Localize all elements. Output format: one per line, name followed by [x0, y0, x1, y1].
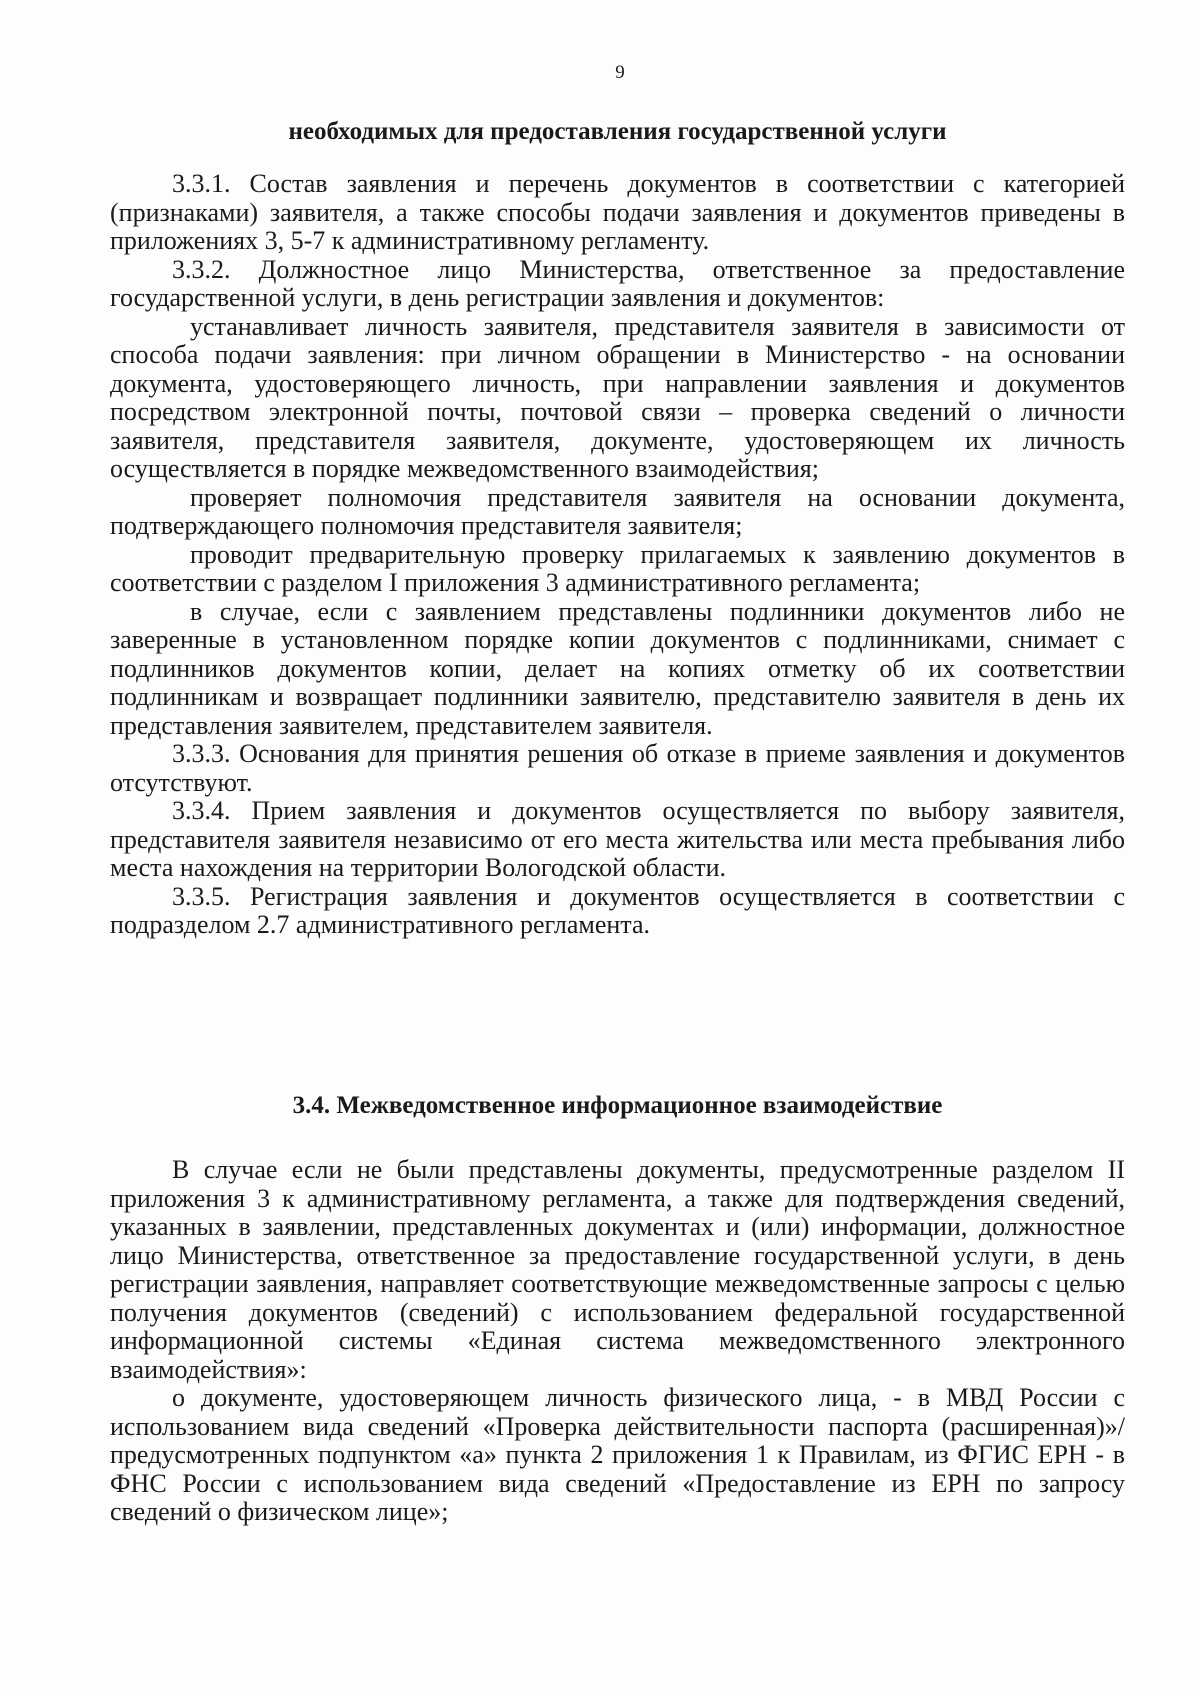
paragraph-3-3-4: 3.3.4. Прием заявления и документов осуществляется по выбору заявителя, представителя заявителя независимо от его места жительства или места пребывания либо места нахождения на территории Вологодской области. — [110, 796, 1125, 882]
paragraph-3-3-5: 3.3.5. Регистрация заявления и документов осуществляется в соответствии с подразделом 2.7 административного регламента. — [110, 881, 1125, 939]
paragraph-identity-document-request: о документе, удостоверяющем личность физического лица, - в МВД России с использованием вида сведений «Проверка действительности паспорта (расширенная)»/предусмотренных подпунктом «а» пункта 2 приложения 1 к Правилам, из ФГИС ЕРН - в ФНС России с использованием вида сведений «Предоставление из ЕРН по запросу сведений о физическом лице»; — [110, 1383, 1125, 1526]
paragraph-3-3-2: 3.3.2. Должностное лицо Министерства, ответственное за предоставление государственной услуги, в день регистрации заявления и документов: — [110, 254, 1125, 312]
paragraph-originals-copies: в случае, если с заявлением представлены подлинники документов либо не заверенные в установленном порядке копии документов с подлинниками, снимает с подлинников документов копии, делает на копиях отметку об их соответствии подлинникам и возвращает подлинники заявителю, представителю заявителя в день их представления заявителем, представителем заявителя. — [110, 596, 1125, 740]
section-3-4-body — [110, 1156, 1125, 1527]
paragraph-interagency-requests: В случае если не были представлены документы, предусмотренные разделом II приложения 3 к административному регламента, а также для подтверждения сведений, указанных в заявлении, представленных документах и (или) информации, должностное лицо Министерства, ответственное за предоставление государственной услуги, в день регистрации заявления, направляет соответствующие межведомственные запросы с целью получения документов (сведений) с использованием федеральной государственной информационной системы «Единая система межведомственного электронного взаимодействия»: — [110, 1155, 1125, 1384]
paragraph-preliminary-check: проводит предварительную проверку прилагаемых к заявлению документов в соответствии с разделом I приложения 3 административного регламента; — [110, 539, 1125, 597]
paragraph-3-3-3: 3.3.3. Основания для принятия решения об отказе в приеме заявления и документов отсутствуют. — [110, 739, 1125, 797]
section-heading: необходимых для предоставления государственной услуги — [288, 118, 947, 145]
section-3-3-body — [110, 170, 1125, 940]
paragraph-identity-check: устанавливает личность заявителя, представителя заявителя в зависимости от способа подачи заявления: при личном обращении в Министерство - на основании документа, удостоверяющего личность, при направлении заявления и документов посредством электронной почты, почтовой связи – проверка сведений о личности заявителя, представителя заявителя, документе, удостоверяющем их личность осуществляется в порядке межведомственного взаимодействия; — [110, 311, 1125, 483]
paragraph-authority-check: проверяет полномочия представителя заявителя на основании документа, подтверждающего полномочия представителя заявителя; — [110, 482, 1125, 540]
subsection-heading-3-4: 3.4. Межведомственное информационное взаимодействие — [292, 1092, 943, 1119]
paragraph-3-3-1: 3.3.1. Состав заявления и перечень документов в соответствии с категорией (признаками) заявителя, а также способы подачи заявления и документов приведены в приложениях 3, 5-7 к административному регламенту. — [110, 169, 1125, 255]
page-number: 9 — [615, 62, 625, 83]
